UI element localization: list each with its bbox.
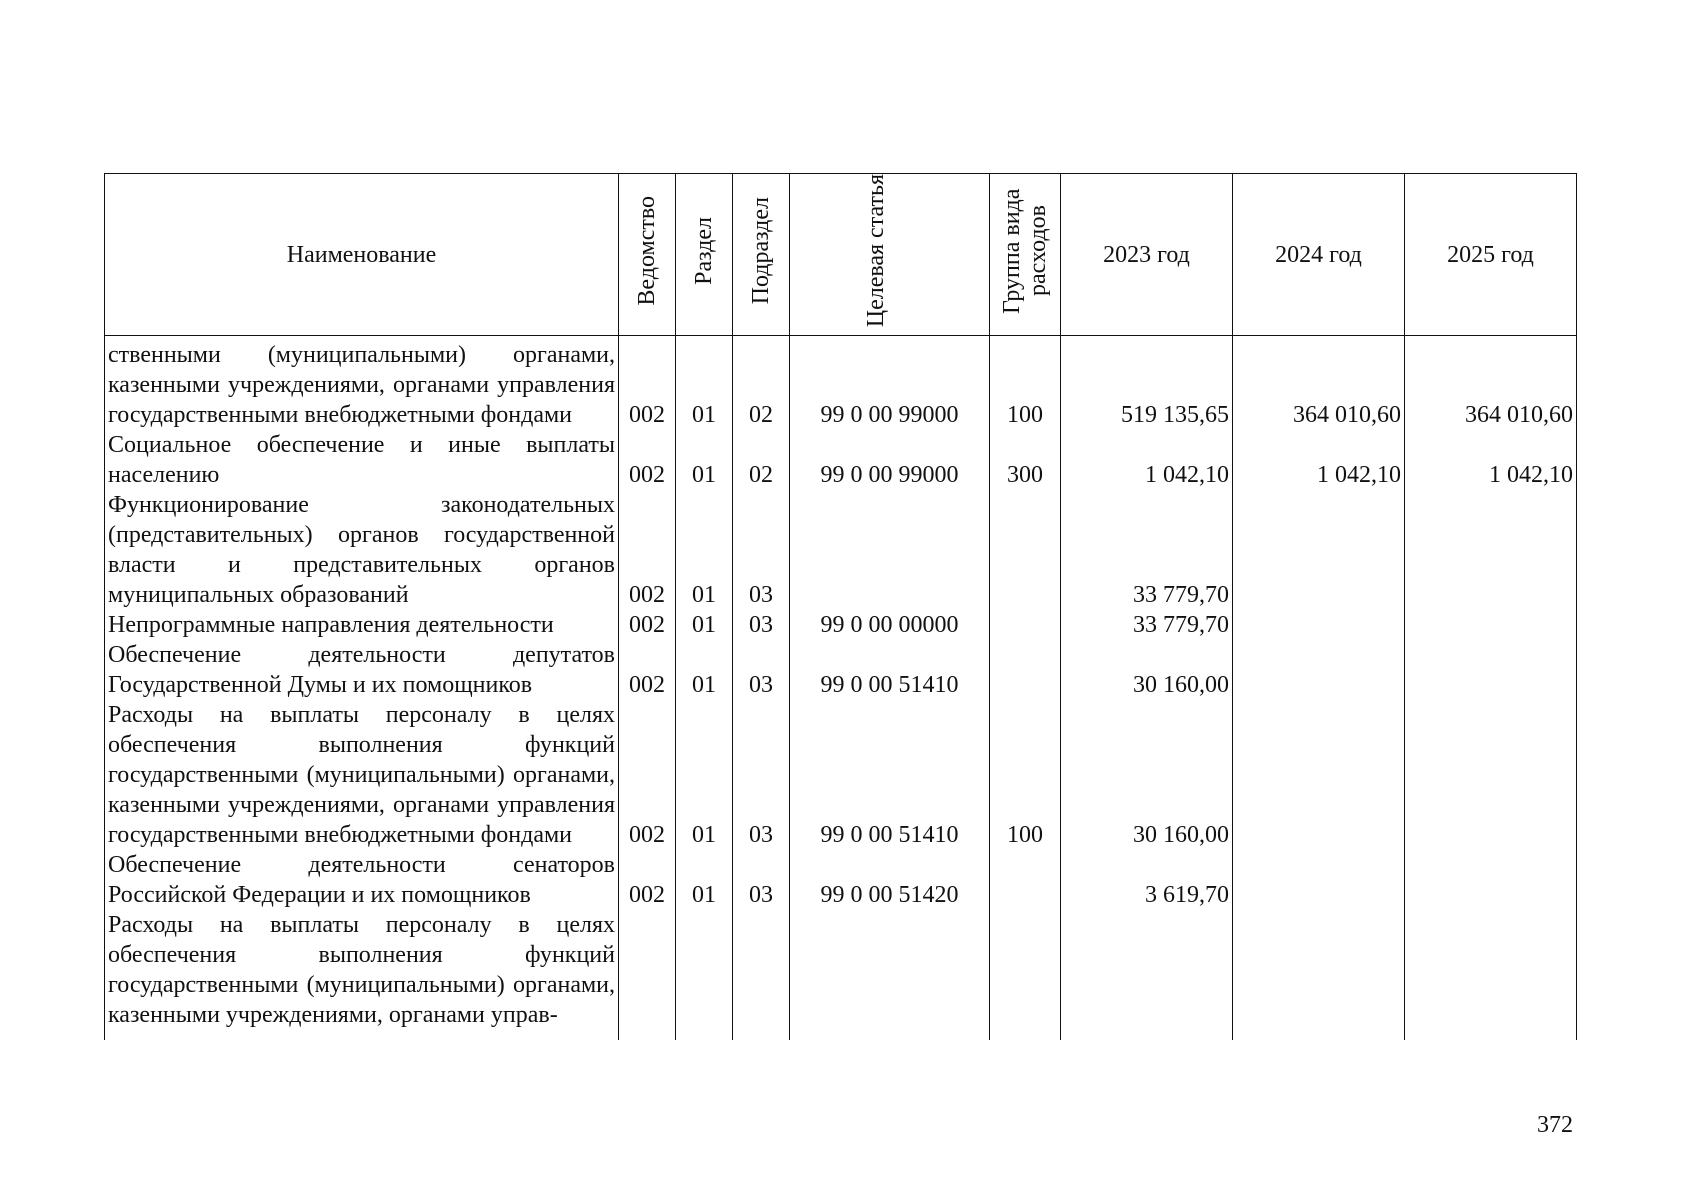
cell-2024	[1233, 910, 1405, 1030]
cell-2023: 30 160,00	[1061, 640, 1233, 700]
cell-podrazdel: 02	[733, 336, 790, 431]
cell-2024: 1 042,10	[1233, 430, 1405, 490]
cell-2024: 364 010,60	[1233, 336, 1405, 431]
cell-razdel: 01	[676, 490, 733, 610]
cell-razdel: 01	[676, 850, 733, 910]
header-razdel: Раздел	[676, 174, 733, 336]
cell-celevaya-statya	[790, 910, 990, 1030]
cell-2023: 30 160,00	[1061, 700, 1233, 850]
header-2024: 2024 год	[1233, 174, 1405, 336]
cell-gruppa	[990, 640, 1061, 700]
cell-razdel	[676, 910, 733, 1030]
cell-name: Обеспечение деятельности сенаторов Российской Федерации и их помощников	[105, 850, 619, 910]
cell-podrazdel: 03	[733, 700, 790, 850]
cell-2023: 33 779,70	[1061, 490, 1233, 610]
cell-name: Расходы на выплаты персоналу в целях обеспечения выполнения функций государственными (муниципальными) органами, казенными учреждениями, органами управ-	[105, 910, 619, 1030]
cell-2024	[1233, 640, 1405, 700]
cell-podrazdel: 02	[733, 430, 790, 490]
cell-2024	[1233, 490, 1405, 610]
cell-name: Обеспечение деятельности депутатов Государственной Думы и их помощников	[105, 640, 619, 700]
header-2025: 2025 год	[1405, 174, 1577, 336]
cell-podrazdel: 03	[733, 610, 790, 640]
cell-gruppa	[990, 490, 1061, 610]
header-gruppa-vida-rashodov: Группа вида расходов	[990, 174, 1061, 336]
cell-name: Социальное обеспечение и иные выплаты населению	[105, 430, 619, 490]
cell-2025	[1405, 700, 1577, 850]
cell-podrazdel: 03	[733, 490, 790, 610]
cell-2023	[1061, 910, 1233, 1030]
cell-2025	[1405, 610, 1577, 640]
cell-2025	[1405, 850, 1577, 910]
cell-celevaya-statya	[790, 490, 990, 610]
cell-gruppa	[990, 610, 1061, 640]
cell-vedomstvo	[619, 910, 676, 1030]
cell-2023: 3 619,70	[1061, 850, 1233, 910]
cell-2025	[1405, 910, 1577, 1030]
cell-gruppa	[990, 850, 1061, 910]
cell-podrazdel: 03	[733, 640, 790, 700]
table-row	[105, 850, 1577, 910]
cell-vedomstvo: 002	[619, 640, 676, 700]
table-body	[105, 336, 1577, 1041]
cell-gruppa	[990, 910, 1061, 1030]
cell-razdel: 01	[676, 640, 733, 700]
cell-gruppa: 100	[990, 336, 1061, 431]
cell-razdel: 01	[676, 336, 733, 431]
cell-vedomstvo: 002	[619, 490, 676, 610]
header-celevaya-statya: Целевая статья	[790, 174, 990, 336]
cell-celevaya-statya: 99 0 00 51410	[790, 640, 990, 700]
header-vedomstvo: Ведомство	[619, 174, 676, 336]
cell-2023: 519 135,65	[1061, 336, 1233, 431]
cell-razdel: 01	[676, 700, 733, 850]
table-header	[105, 174, 1577, 336]
cell-celevaya-statya: 99 0 00 99000	[790, 336, 990, 431]
cell-gruppa: 100	[990, 700, 1061, 850]
cell-2025	[1405, 490, 1577, 610]
cell-name: Функционирование законодательных (представительных) органов государственной власти и представительных органов муниципальных образований	[105, 490, 619, 610]
cell-2024	[1233, 700, 1405, 850]
cell-2024	[1233, 850, 1405, 910]
cell-name: ственными (муниципальными) органами, казенными учреждениями, органами управления государственными внебюджетными фондами	[105, 336, 619, 431]
table-row	[105, 700, 1577, 850]
cell-2025: 1 042,10	[1405, 430, 1577, 490]
cell-vedomstvo: 002	[619, 430, 676, 490]
cell-vedomstvo: 002	[619, 610, 676, 640]
cell-celevaya-statya: 99 0 00 99000	[790, 430, 990, 490]
cell-vedomstvo: 002	[619, 700, 676, 850]
cell-2025	[1405, 640, 1577, 700]
cell-podrazdel	[733, 910, 790, 1030]
cell-vedomstvo: 002	[619, 850, 676, 910]
table-row	[105, 336, 1577, 431]
cell-razdel: 01	[676, 610, 733, 640]
cell-2025: 364 010,60	[1405, 336, 1577, 431]
cell-vedomstvo: 002	[619, 336, 676, 431]
header-podrazdel: Подраздел	[733, 174, 790, 336]
header-2023: 2023 год	[1061, 174, 1233, 336]
cell-celevaya-statya: 99 0 00 51410	[790, 700, 990, 850]
page-number: 372	[1537, 1112, 1573, 1138]
cell-celevaya-statya: 99 0 00 51420	[790, 850, 990, 910]
table-row	[105, 910, 1577, 1030]
cell-gruppa: 300	[990, 430, 1061, 490]
budget-table	[104, 173, 1577, 1040]
table-row	[105, 610, 1577, 640]
cell-name: Расходы на выплаты персоналу в целях обеспечения выполнения функций государственными (муниципальными) органами, казенными учреждениями, органами управления государственными внебюджетными фондами	[105, 700, 619, 850]
cell-razdel: 01	[676, 430, 733, 490]
header-name: Наименование	[105, 174, 619, 336]
cell-2023: 1 042,10	[1061, 430, 1233, 490]
cell-2024	[1233, 610, 1405, 640]
table-row	[105, 490, 1577, 610]
table-row	[105, 640, 1577, 700]
cell-2023: 33 779,70	[1061, 610, 1233, 640]
table-row	[105, 430, 1577, 490]
cell-name: Непрограммные направления деятельности	[105, 610, 619, 640]
table-continuation-edge	[105, 1030, 1577, 1040]
cell-celevaya-statya: 99 0 00 00000	[790, 610, 990, 640]
cell-podrazdel: 03	[733, 850, 790, 910]
